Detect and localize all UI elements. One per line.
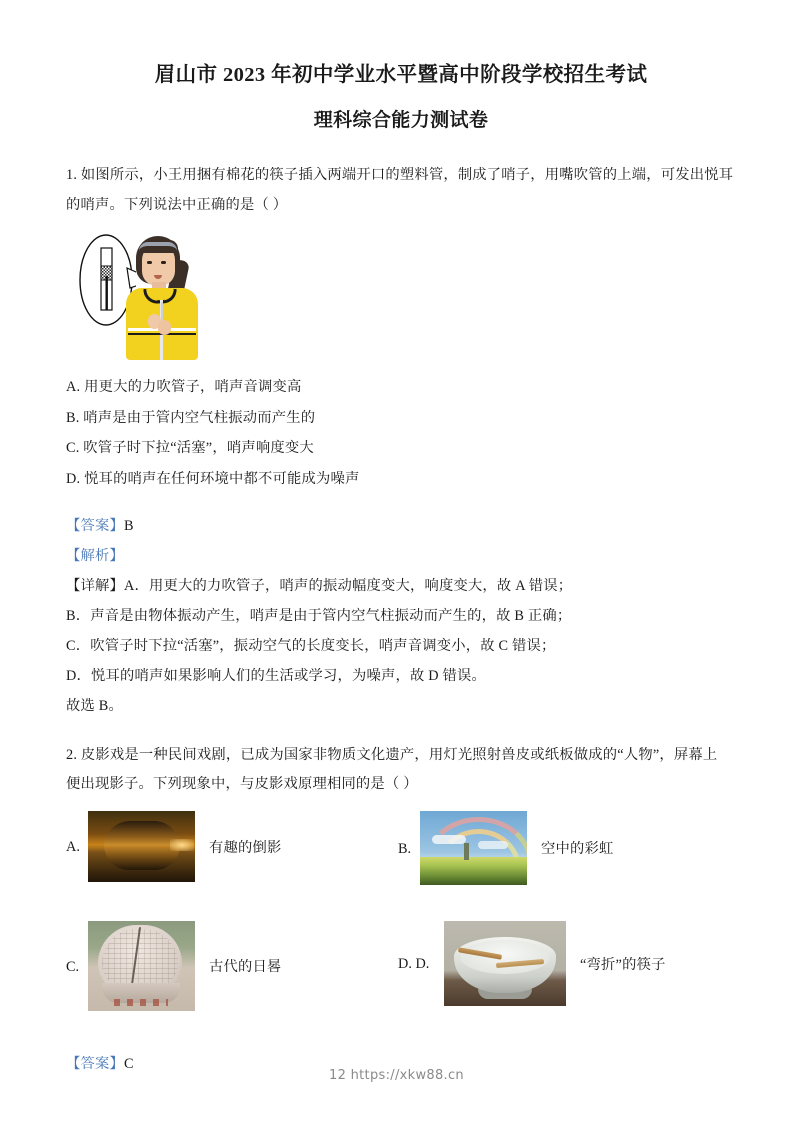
question-1-stem-line-1: 1. 如图所示，小王用捆有棉花的筷子插入两端开口的塑料管，制成了哨子，用嘴吹管的上端，可发出悦耳: [66, 167, 734, 184]
question-1-option-c[interactable]: C. 吹管子时下拉“活塞”，哨声响度变大: [66, 440, 314, 457]
question-2-stem-line-2: 便出现影子。下列现象中，与皮影戏原理相同的是（ ）: [66, 776, 418, 793]
question-1-detail-line-2: B．声音是由物体振动产生，哨声是由于管内空气柱振动而产生的，故 B 正确；: [66, 607, 572, 624]
question-1: [66, 161, 736, 721]
option-a-letter: A.: [66, 839, 80, 856]
option-c-caption: 古代的日晷: [209, 959, 282, 976]
page-title: 眉山市 2023 年初中学业水平暨高中阶段学校招生考试: [154, 64, 648, 86]
option-a-image: [88, 811, 195, 882]
option-a-caption: 有趣的倒影: [209, 839, 282, 856]
question-1-options: [66, 372, 736, 495]
girl-illustration: [120, 232, 204, 358]
question-2-option-a[interactable]: [66, 811, 398, 882]
question-2-option-d[interactable]: [398, 921, 736, 1006]
option-b-caption: 空中的彩虹: [541, 841, 614, 858]
answer-marker: 【答案】: [66, 1056, 124, 1073]
footer-watermark: 12 https://xkw88.cn: [329, 1068, 464, 1083]
question-1-analysis-marker-line: [66, 541, 736, 571]
answer-value: C: [124, 1056, 134, 1073]
question-1-option-a[interactable]: A. 用更大的力吹管子，哨声音调变高: [66, 378, 302, 395]
option-d-caption: “弯折”的筷子: [580, 956, 666, 973]
question-2-stem-line-1: 2. 皮影戏是一种民间戏剧，已成为国家非物质文化遗产，用灯光照射兽皮或纸板做成的“人物”，屏幕上: [66, 746, 718, 763]
option-b-letter: B.: [398, 840, 412, 857]
question-1-answer-block: [66, 511, 736, 721]
page-content: [66, 60, 736, 1080]
answer-marker: 【答案】: [66, 517, 124, 534]
option-d-image: [444, 921, 566, 1006]
question-2-option-b[interactable]: [398, 811, 736, 885]
option-c-image: [88, 921, 195, 1011]
option-c-letter: C.: [66, 958, 80, 975]
question-1-detail-line-4: D．悦耳的哨声如果影响人们的生活或学习，为噪声，故 D 错误。: [66, 667, 487, 684]
option-b-image: [420, 811, 527, 885]
analysis-marker: 【解析】: [66, 547, 124, 564]
question-1-stem-line-2: 的哨声。下列说法中正确的是（ ）: [66, 196, 288, 213]
question-1-figure: [78, 230, 204, 358]
question-1-detail-line-5: 故选 B。: [66, 697, 124, 714]
question-2-option-c[interactable]: [66, 921, 398, 1011]
question-1-answer: [66, 511, 736, 541]
option-d-letter: D. D.: [398, 956, 430, 973]
question-2-option-row-2: [66, 921, 736, 1033]
question-1-option-d[interactable]: D. 悦耳的哨声在任何环境中都不可能成为噪声: [66, 471, 360, 488]
question-1-detail-line-1: 【详解】A．用更大的力吹管子，哨声的振动幅度变大，响度变大，故 A 错误；: [66, 577, 573, 594]
question-2: [66, 741, 736, 1080]
question-2-options: [66, 811, 736, 1033]
question-1-option-b[interactable]: B. 哨声是由于管内空气柱振动而产生的: [66, 409, 316, 426]
answer-value: B: [124, 517, 134, 534]
page-subtitle: 理科综合能力测试卷: [313, 109, 489, 131]
question-1-detail-line-3: C．吹管子时下拉“活塞”，振动空气的长度变长，哨声音调变小，故 C 错误；: [66, 637, 556, 654]
question-2-option-row-1: [66, 811, 736, 915]
